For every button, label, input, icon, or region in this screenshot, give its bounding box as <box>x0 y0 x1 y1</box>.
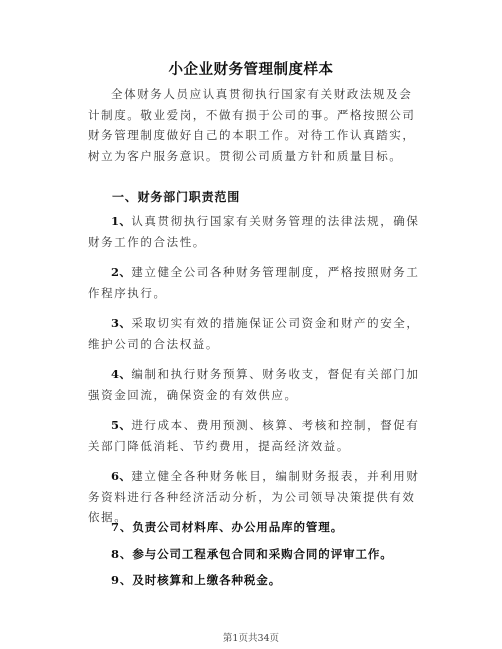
list-item <box>88 313 421 354</box>
intro-paragraph: 全体财务人员应认真贯彻执行国家有关财政法规及会计制度。敬业爱岗，不做有损于公司的事。严格按照公司财务管理制度做好自己的本职工作。对待工作认真踏实，树立为客户服务意识。贯彻公司质量方针和质量目标。 <box>88 87 416 163</box>
item-text: 及时核算和上缴各种税金。 <box>132 573 282 587</box>
document-title: 小企业财务管理制度样本 <box>168 61 334 78</box>
item-number: 3、 <box>111 316 132 330</box>
page-footer: 第1页共34页 <box>222 633 280 644</box>
list-item <box>88 262 421 303</box>
item-number: 9、 <box>111 573 133 587</box>
list-item <box>88 570 421 591</box>
item-number: 5、 <box>111 418 132 432</box>
item-text: 建立健全公司各种财务管理制度，严格按照财务工作程序执行。 <box>88 265 420 300</box>
item-number: 2、 <box>111 265 132 279</box>
item-number: 6、 <box>111 469 132 483</box>
list-item <box>88 517 421 538</box>
item-number: 8、 <box>111 547 133 561</box>
item-text: 建立健全各种财务帐目，编制财务报表，并利用财务资料进行各种经济活动分析，为公司领导决策提供有效依据。 <box>88 469 420 524</box>
item-text: 进行成本、费用预测、核算、考核和控制，督促有关部门降低消耗、节约费用，提高经济效益。 <box>88 418 420 453</box>
item-text: 负责公司材料库、办公用品库的管理。 <box>132 520 344 534</box>
section-heading: 一、财务部门职责范围 <box>112 190 241 204</box>
item-text: 参与公司工程承包合同和采购合同的评审工作。 <box>132 547 393 561</box>
item-number: 4、 <box>111 367 132 381</box>
item-text: 认真贯彻执行国家有关财务管理的法律法规，确保财务工作的合法性。 <box>88 214 420 249</box>
list-item <box>88 364 421 405</box>
list-item <box>88 415 421 456</box>
list-item <box>88 544 421 565</box>
list-item <box>88 211 421 252</box>
item-text: 采取切实有效的措施保证公司资金和财产的安全，维护公司的合法权益。 <box>88 316 420 351</box>
item-number: 7、 <box>111 520 133 534</box>
item-text: 编制和执行财务预算、财务收支，督促有关部门加强资金回流，确保资金的有效供应。 <box>88 367 420 402</box>
item-number: 1、 <box>111 214 132 228</box>
